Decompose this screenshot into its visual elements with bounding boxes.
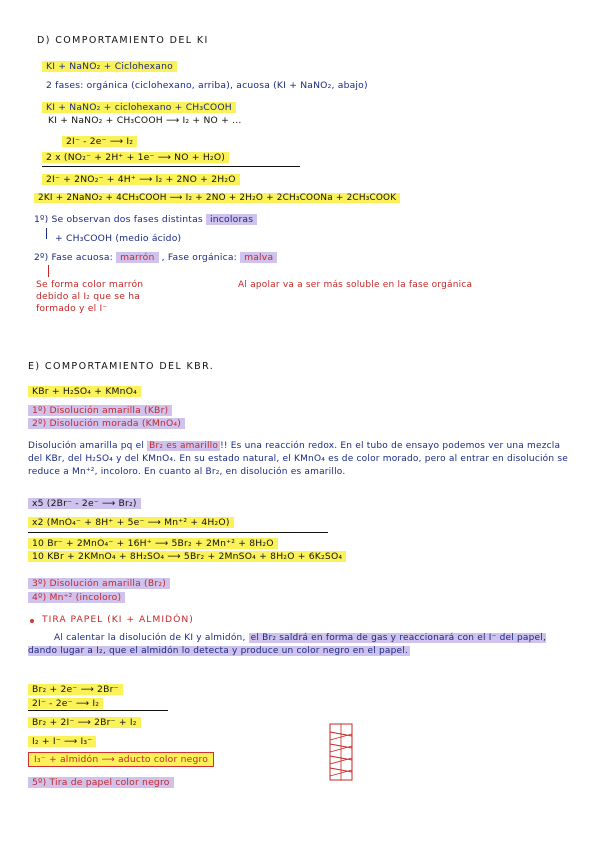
- d-note-left-3: formado y el I⁻: [36, 303, 108, 314]
- tira-eq-4: I₂ + I⁻ ⟶ I₃⁻: [28, 736, 96, 748]
- d-half-oxidation: 2I⁻ - 2e⁻ ⟶ I₂: [62, 136, 137, 148]
- section-d-title: D) COMPORTAMIENTO DEL KI: [37, 35, 209, 46]
- tira-step-5: 5º) Tira de papel color negro: [28, 777, 174, 789]
- d-arrow-down: [46, 228, 47, 239]
- d-sum-line: [42, 166, 300, 167]
- d-note-left-1: Se forma color marrón: [36, 279, 144, 290]
- tira-title: TIRA PAPEL (KI + ALMIDÓN): [42, 614, 194, 625]
- malva-badge: malva: [240, 252, 277, 263]
- tira-eq-5: I₃⁻ + almidón ⟶ aducto color negro: [28, 754, 214, 766]
- d-reaction: KI + NaNO₂ + CH₃COOH ⟶ I₂ + NO + ...: [48, 115, 242, 126]
- d-molecular-equation: 2KI + 2NaNO₂ + 4CH₃COOH ⟶ I₂ + 2NO + 2H₂O + 2CH₃COONa + 2CH₃COOK: [34, 192, 400, 204]
- section-e-title: E) COMPORTAMIENTO DEL KBR.: [28, 361, 215, 372]
- paper-strip-drawing: [326, 722, 360, 784]
- tira-eq-1: Br₂ + 2e⁻ ⟶ 2Br⁻: [28, 684, 123, 696]
- e-half-reduction: x2 (MnO₄⁻ + 8H⁺ + 5e⁻ ⟶ Mn⁺² + 4H₂O): [28, 517, 234, 529]
- e-step-1: 1º) Disolución amarilla (KBr): [28, 405, 172, 417]
- e-explanation: Disolución amarilla pq el Br₂ es amarillo !! Es una reacción redox. En el tubo de ensayo podemos ver una mezcla del KBr, del H₂SO₄ y del KMnO₄. En su estado natural, el KMnO₄ es de color morado, pero al entrar en disolución se reduce a Mn⁺², incoloro. En cuanto al Br₂, en disolución es amarillo.: [28, 441, 568, 477]
- e-ionic-equation: 10 Br⁻ + 2MnO₄⁻ + 16H⁺ ⟶ 5Br₂ + 2Mn⁺² + 8H₂O: [28, 538, 278, 550]
- e-sum-line: [28, 532, 328, 533]
- e-half-oxidation: x5 (2Br⁻ - 2e⁻ ⟶ Br₂): [28, 498, 141, 510]
- d-half-reduction: 2 x (NO₂⁻ + 2H⁺ + 1e⁻ ⟶ NO + H₂O): [42, 152, 229, 164]
- d-observation-1-sub: + CH₃COOH (medio ácido): [55, 233, 182, 244]
- d-note-right: Al apolar va a ser más soluble en la fase orgánica: [238, 280, 473, 290]
- e-step-4: 4º) Mn⁺² (incoloro): [28, 592, 125, 604]
- tira-eq-2: 2I⁻ - 2e⁻ ⟶ I₂: [28, 698, 103, 710]
- e-molecular-equation: 10 KBr + 2KMnO₄ + 8H₂SO₄ ⟶ 5Br₂ + 2MnSO₄ + 8H₂O + 6K₂SO₄: [28, 551, 346, 563]
- e-step-3: 3º) Disolución amarilla (Br₂): [28, 578, 170, 590]
- d-ionic-equation: 2I⁻ + 2NO₂⁻ + 4H⁺ ⟶ I₂ + 2NO + 2H₂O: [42, 174, 240, 186]
- tira-explanation: Al calentar la disolución de KI y almidón, el Br₂ saldrá en forma de gas y reaccionará con el I⁻ del papel, dando lugar a I₂, que el almidón lo detecta y produce un color negro en el papel.: [28, 633, 547, 656]
- d-add-acid: KI + NaNO₂ + ciclohexano + CH₃COOH: [42, 102, 236, 114]
- d-observation-2: 2º) Fase acuosa: marrón , Fase orgánica: malva: [34, 252, 277, 264]
- d-note-left-2: debido al I₂ que se ha: [36, 291, 141, 302]
- d-arrow-marron: [48, 265, 49, 277]
- e-step-2: 2º) Disolución morada (KMnO₄): [28, 418, 185, 430]
- d-reactants: KI + NaNO₂ + Ciclohexano: [42, 61, 177, 73]
- incoloras-badge: incoloras: [206, 214, 257, 225]
- marron-badge: marrón: [116, 252, 158, 263]
- tira-eq-3: Br₂ + 2I⁻ ⟶ 2Br⁻ + I₂: [28, 717, 141, 729]
- e-reactants: KBr + H₂SO₄ + KMnO₄: [28, 386, 141, 398]
- tira-bullet: [30, 619, 34, 623]
- tira-sum-line: [28, 710, 168, 711]
- d-observation-1: 1º) Se observan dos fases distintas incoloras: [34, 214, 257, 226]
- d-phases: 2 fases: orgánica (ciclohexano, arriba), acuosa (KI + NaNO₂, abajo): [46, 80, 368, 91]
